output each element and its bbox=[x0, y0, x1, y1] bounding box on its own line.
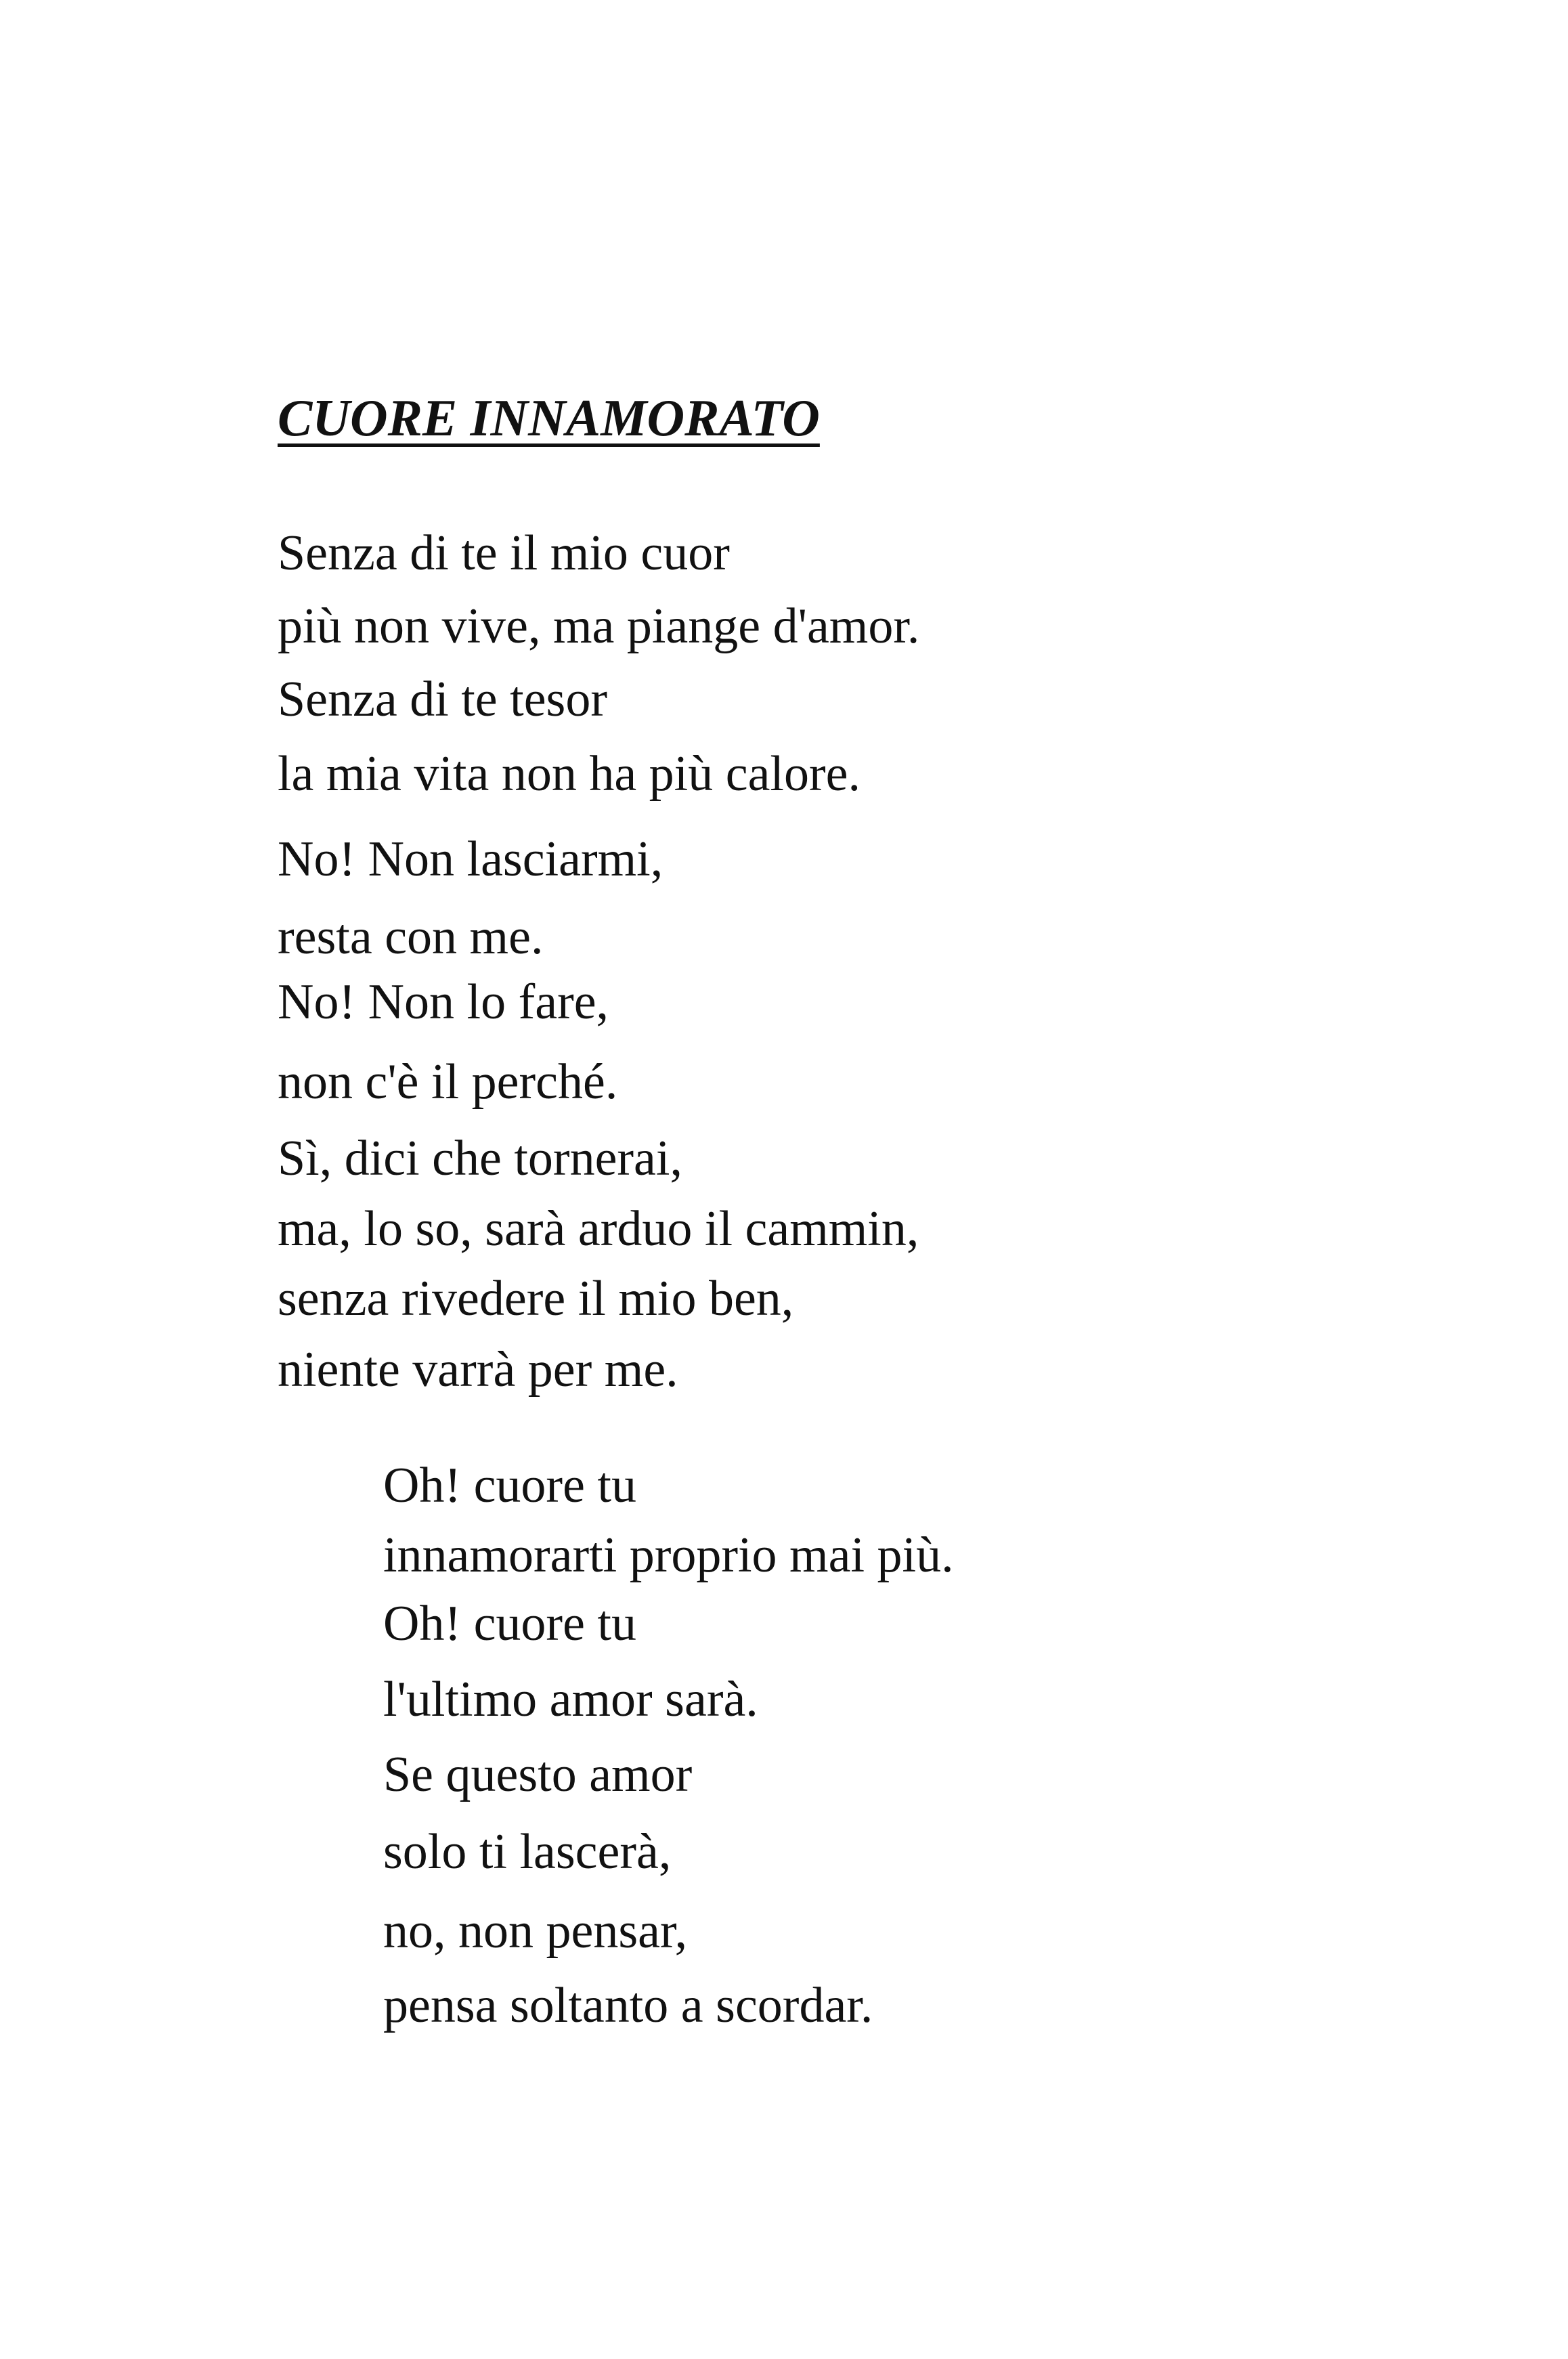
stanza4-line-1: Oh! cuore tu bbox=[383, 1458, 636, 1513]
stanza4-line-7: no, non pensar, bbox=[383, 1903, 688, 1959]
stanza1-line-1: Senza di te il mio cuor bbox=[278, 525, 730, 581]
stanza3-line-2: ma, lo so, sarà arduo il cammin, bbox=[278, 1201, 919, 1257]
stanza2-line-1: No! Non lasciarmi, bbox=[278, 831, 663, 887]
stanza3-line-4: niente varrà per me. bbox=[278, 1342, 678, 1398]
stanza2-line-2: resta con me. bbox=[278, 909, 544, 965]
stanza4-line-6: solo ti lascerà, bbox=[383, 1824, 672, 1880]
stanza4-line-3: Oh! cuore tu bbox=[383, 1596, 636, 1651]
stanza4-line-4: l'ultimo amor sarà. bbox=[383, 1672, 758, 1727]
poem-title: CUORE INNAMORATO bbox=[278, 389, 820, 447]
stanza4-line-8: pensa soltanto a scordar. bbox=[383, 1978, 873, 2033]
stanza2-line-3: No! Non lo fare, bbox=[278, 974, 609, 1030]
stanza1-line-3: Senza di te tesor bbox=[278, 672, 607, 727]
stanza2-line-4: non c'è il perché. bbox=[278, 1054, 618, 1110]
stanza4-line-2: innamorarti proprio mai più. bbox=[383, 1528, 954, 1583]
stanza3-line-3: senza rivedere il mio ben, bbox=[278, 1271, 794, 1326]
stanza1-line-4: la mia vita non ha più calore. bbox=[278, 746, 861, 802]
stanza3-line-1: Sì, dici che tornerai, bbox=[278, 1131, 682, 1186]
stanza1-line-2: più non vive, ma piange d'amor. bbox=[278, 599, 920, 654]
stanza4-line-5: Se questo amor bbox=[383, 1747, 693, 1802]
